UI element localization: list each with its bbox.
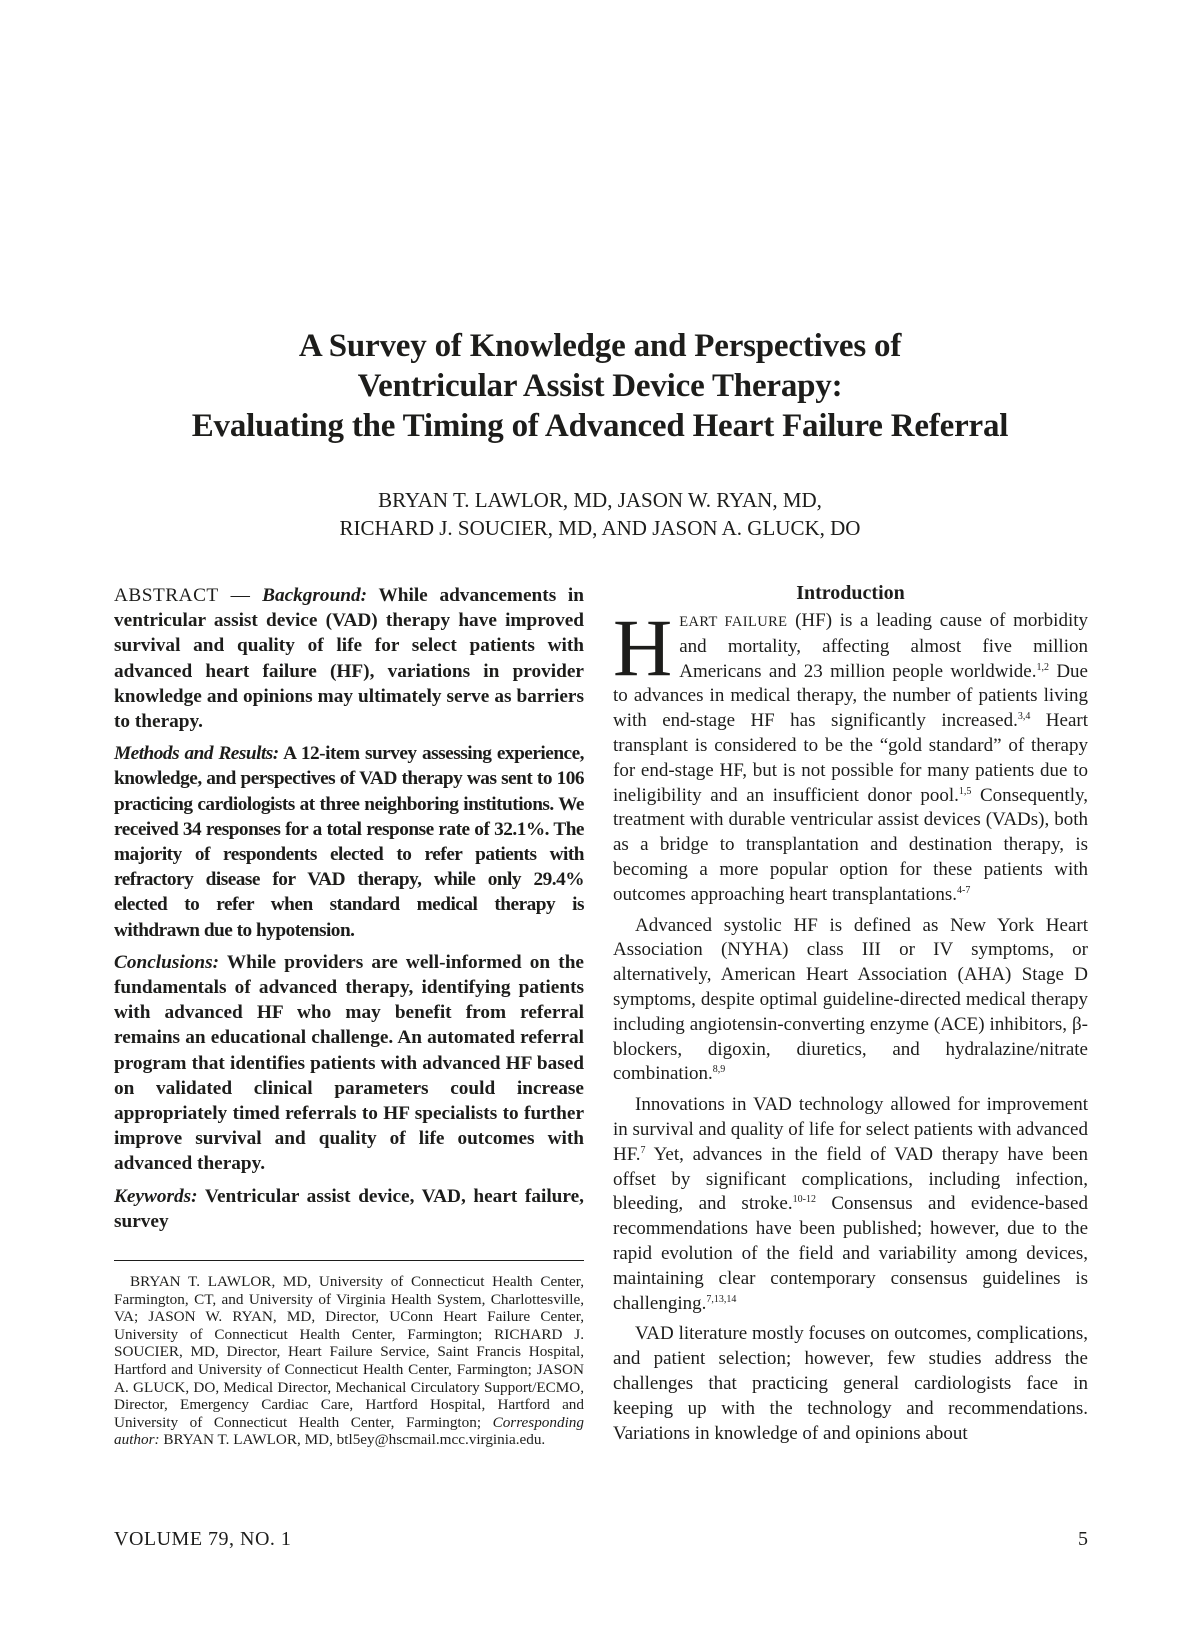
reference-superscript: 7,13,14	[706, 1293, 737, 1305]
intro-p1-text-3: Heart transplant is considered to be the “gold standard” of therapy for end-stage HF, but is not possible for many patients due to ineligibility and an insufficient donor pool.	[613, 710, 1088, 806]
methods-text: A 12-item survey assessing experience, knowledge, and perspectives of VAD therapy was sent to 106 practicing cardiologists at three neighboring institutions. We received 34 responses for a total response rate of 32.1%. The majority of respondents elected to refer patients with refractory disease for VAD therapy, while only 29.4% elected to refer when standard medical therapy is withdrawn due to hypotension.	[114, 743, 584, 941]
background-label: Background:	[262, 585, 368, 606]
volume-footer: VOLUME 79, NO. 1	[114, 1528, 292, 1550]
right-column	[613, 583, 1088, 1452]
conclusions-text: While providers are well-informed on the fundamentals of advanced therapy, identifying patients with advanced HF who may benefit from referral remains an educational challenge. An automated referral program that identifies patients with advanced HF based on validated clinical parameters could increase appropriately timed referrals to HF specialists to further improve survival and quality of life outcomes with advanced therapy.	[114, 951, 584, 1175]
reference-superscript: 4-7	[957, 884, 971, 896]
intro-p3-text-2: Yet, advances in the field of VAD therapy have been offset by significant complications, including infection, bleeding, and stroke.	[613, 1143, 1088, 1215]
author-list	[60, 486, 1140, 542]
intro-paragraph-2	[613, 914, 1088, 1088]
reference-superscript: 3,4	[1017, 711, 1031, 723]
background-text: While advancements in ventricular assist device (VAD) therapy have improved survival and quality of life for select patients with advanced heart failure (HF), variations in provider knowledge and opinions may ultimately serve as barriers to therapy.	[114, 585, 584, 733]
reference-superscript: 8,9	[712, 1064, 726, 1076]
abstract	[114, 583, 584, 1234]
reference-superscript: 1,2	[1036, 661, 1049, 673]
page-number: 5	[1078, 1528, 1088, 1550]
intro-p2-text-1: Advanced systolic HF is defined as New York Heart Association (NYHA) class III or IV symptoms, or alternatively, American Heart Association (AHA) Stage D symptoms, despite optimal guideline-directed medical therapy including angiotensin-converting enzyme (ACE) inhibitors, β-blockers, digoxin, diuretics, and hydralazine/nitrate combination.	[613, 914, 1088, 1085]
intro-p1-text-2: Due to advances in medical therapy, the number of patients living with end-stage HF has significantly increased.	[613, 660, 1088, 732]
corresponding-label: Corresponding author:	[114, 1413, 584, 1449]
authors-line-1: BRYAN T. LAWLOR, MD, JASON W. RYAN, MD,	[378, 488, 822, 512]
left-column	[114, 583, 584, 1449]
title-line-2: Ventricular Assist Device Therapy:	[357, 368, 843, 404]
intro-p3-text-3: Consensus and evidence-based recommendations have been published; however, due to the rapid evolution of the field and variability among devices, maintaining clear contemporary consensus guidelines is challenging.	[613, 1193, 1088, 1314]
intro-paragraph-1	[613, 602, 1089, 908]
conclusions-label: Conclusions:	[114, 951, 220, 973]
footnote-divider	[114, 1260, 584, 1261]
drop-cap: H	[613, 602, 673, 693]
title-line-3: Evaluating the Timing of Advanced Heart Failure Referral	[191, 408, 1009, 444]
keywords-label: Keywords:	[114, 1185, 198, 1207]
abstract-conclusions	[114, 950, 584, 1177]
reference-superscript: 7	[640, 1144, 646, 1156]
title-line-1: A Survey of Knowledge and Perspectives of	[298, 328, 902, 364]
introduction-heading: Introduction	[796, 582, 905, 604]
author-affiliations	[114, 1273, 584, 1449]
article-title	[60, 326, 1140, 446]
intro-paragraph-3	[613, 1093, 1088, 1316]
authors-line-2: RICHARD J. SOUCIER, MD, AND JASON A. GLUCK, DO	[339, 516, 861, 540]
abstract-methods	[114, 741, 584, 943]
methods-label: Methods and Results:	[114, 743, 279, 765]
intro-smallcaps: EART FAILURE	[679, 614, 788, 630]
reference-superscript: 10-12	[792, 1194, 816, 1206]
reference-superscript: 1,5	[958, 785, 972, 797]
abstract-heading: ABSTRACT —	[114, 585, 251, 606]
keywords-text: Ventricular assist device, VAD, heart failure, survey	[114, 1185, 584, 1232]
intro-p1-text-1: (HF) is a leading cause of morbidity and mortality, affecting almost five million Americans and 23 million people worldwide.	[679, 610, 1089, 682]
intro-p4-text-1: VAD literature mostly focuses on outcomes, complications, and patient selection; however, few studies address the challenges that practicing general cardiologists face in keeping up with the technology and recommendations. Variations in knowledge of and opinions about	[613, 1323, 1088, 1444]
corresponding-text: BRYAN T. LAWLOR, MD, btl5ey@hscmail.mcc.virginia.edu.	[163, 1431, 546, 1449]
intro-p3-text-1: Innovations in VAD technology allowed for improvement in survival and quality of life for select patients with advanced HF.	[613, 1094, 1088, 1165]
abstract-background	[114, 583, 584, 734]
intro-paragraph-4	[613, 1322, 1088, 1446]
abstract-keywords	[114, 1184, 584, 1234]
affiliations-text: BRYAN T. LAWLOR, MD, University of Connecticut Health Center, Farmington, CT, and University of Virginia Health System, Charlottesville, VA; JASON W. RYAN, MD, Director, UConn Heart Failure Center, University of Connecticut Health Center, Farmington; RICHARD J. SOUCIER, MD, Director, Heart Failure Service, Saint Francis Hospital, Hartford and University of Connecticut Health Center, Farmington; JASON A. GLUCK, DO, Medical Director, Mechanical Circulatory Support/ECMO, Director, Emergency Cardiac Care, Hartford Hospital, Hartford and University of Connecticut Health Center, Farmington;	[114, 1273, 584, 1431]
intro-p1-text-4: Consequently, treatment with durable ventricular assist devices (VADs), both as a bridge to transplantation and destination therapy, is becoming a more popular option for these patients with outcomes approaching heart transplantations.	[613, 784, 1088, 905]
